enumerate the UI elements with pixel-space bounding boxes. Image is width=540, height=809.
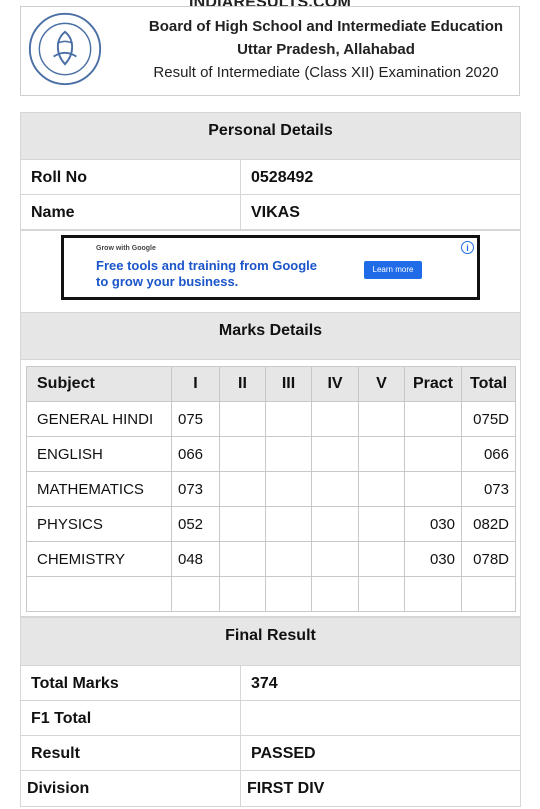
pract-cell bbox=[405, 577, 462, 612]
division-value: FIRST DIV bbox=[247, 780, 325, 797]
mark-cell bbox=[359, 402, 405, 437]
col-pract: Pract bbox=[405, 367, 462, 402]
mark-cell bbox=[312, 402, 359, 437]
mark-cell: 048 bbox=[172, 542, 220, 577]
name-label: Name bbox=[21, 195, 241, 229]
mark-cell bbox=[359, 542, 405, 577]
mark-cell: 075 bbox=[172, 402, 220, 437]
board-header bbox=[20, 6, 520, 96]
mark-cell bbox=[359, 437, 405, 472]
col-4: IV bbox=[312, 367, 359, 402]
final-result-heading: Final Result bbox=[21, 618, 520, 666]
table-row bbox=[27, 577, 516, 612]
mark-cell bbox=[172, 577, 220, 612]
division-row bbox=[21, 771, 520, 806]
table-row bbox=[27, 472, 516, 507]
exam-title: Result of Intermediate (Class XII) Examination 2020 bbox=[153, 64, 499, 81]
subject-cell: PHYSICS bbox=[27, 507, 172, 542]
mark-cell bbox=[359, 472, 405, 507]
pract-cell bbox=[405, 402, 462, 437]
pract-cell bbox=[405, 437, 462, 472]
total-marks-value: 374 bbox=[251, 675, 278, 692]
mark-cell bbox=[312, 577, 359, 612]
google-ad-banner[interactable] bbox=[61, 235, 480, 300]
result-row bbox=[21, 736, 520, 771]
total-cell: 078D bbox=[462, 542, 516, 577]
roll-label: Roll No bbox=[21, 160, 241, 194]
roll-value: 0528492 bbox=[251, 169, 314, 186]
col-3: III bbox=[266, 367, 312, 402]
mark-cell bbox=[266, 402, 312, 437]
col-5: V bbox=[359, 367, 405, 402]
mark-cell bbox=[220, 472, 266, 507]
mark-cell bbox=[266, 472, 312, 507]
total-cell bbox=[462, 577, 516, 612]
ad-line1[interactable]: Free tools and training from Google bbox=[96, 258, 318, 273]
subject-cell bbox=[27, 577, 172, 612]
subject-cell: ENGLISH bbox=[27, 437, 172, 472]
mark-cell bbox=[266, 507, 312, 542]
final-result-panel bbox=[20, 617, 521, 807]
pract-cell bbox=[405, 472, 462, 507]
mark-cell bbox=[220, 542, 266, 577]
division-label: Division bbox=[21, 771, 241, 806]
result-value: PASSED bbox=[251, 745, 316, 762]
mark-cell bbox=[266, 437, 312, 472]
personal-details-heading: Personal Details bbox=[21, 113, 520, 160]
table-row bbox=[27, 402, 516, 437]
roll-row bbox=[21, 160, 520, 195]
total-cell: 075D bbox=[462, 402, 516, 437]
table-row bbox=[27, 507, 516, 542]
mark-cell bbox=[312, 542, 359, 577]
mark-cell bbox=[312, 472, 359, 507]
name-row bbox=[21, 195, 520, 230]
name-value: VIKAS bbox=[251, 204, 300, 221]
marks-details-heading: Marks Details bbox=[21, 313, 520, 360]
marks-header-row bbox=[27, 367, 516, 402]
mark-cell bbox=[266, 577, 312, 612]
ad-learn-more-button[interactable]: Learn more bbox=[364, 261, 422, 279]
pract-cell: 030 bbox=[405, 507, 462, 542]
total-marks-row bbox=[21, 666, 520, 701]
mark-cell bbox=[266, 542, 312, 577]
mark-cell: 052 bbox=[172, 507, 220, 542]
mark-cell bbox=[359, 577, 405, 612]
mark-cell: 073 bbox=[172, 472, 220, 507]
f1-total-label: F1 Total bbox=[21, 701, 241, 735]
f1-total-value bbox=[241, 701, 520, 735]
ad-line2[interactable]: to grow your business. bbox=[96, 274, 239, 289]
total-cell: 066 bbox=[462, 437, 516, 472]
col-2: II bbox=[220, 367, 266, 402]
board-location: Uttar Pradesh, Allahabad bbox=[237, 41, 415, 58]
total-cell: 073 bbox=[462, 472, 516, 507]
col-1: I bbox=[172, 367, 220, 402]
col-subject: Subject bbox=[27, 367, 172, 402]
mark-cell bbox=[312, 507, 359, 542]
mark-cell bbox=[359, 507, 405, 542]
mark-cell bbox=[220, 577, 266, 612]
result-label: Result bbox=[21, 736, 241, 770]
pract-cell: 030 bbox=[405, 542, 462, 577]
subject-cell: MATHEMATICS bbox=[27, 472, 172, 507]
col-total: Total bbox=[462, 367, 516, 402]
table-row bbox=[27, 437, 516, 472]
info-icon[interactable]: i bbox=[461, 241, 474, 254]
board-name: Board of High School and Intermediate Education bbox=[148, 18, 504, 35]
board-logo bbox=[27, 11, 103, 87]
marks-table bbox=[26, 366, 516, 612]
ad-brand: Grow with Google bbox=[96, 245, 156, 252]
mark-cell bbox=[220, 402, 266, 437]
mark-cell: 066 bbox=[172, 437, 220, 472]
subject-cell: CHEMISTRY bbox=[27, 542, 172, 577]
mark-cell bbox=[220, 437, 266, 472]
mark-cell bbox=[220, 507, 266, 542]
total-marks-label: Total Marks bbox=[21, 666, 241, 700]
subject-cell: GENERAL HINDI bbox=[27, 402, 172, 437]
table-row bbox=[27, 542, 516, 577]
mark-cell bbox=[312, 437, 359, 472]
total-cell: 082D bbox=[462, 507, 516, 542]
f1-total-row bbox=[21, 701, 520, 736]
